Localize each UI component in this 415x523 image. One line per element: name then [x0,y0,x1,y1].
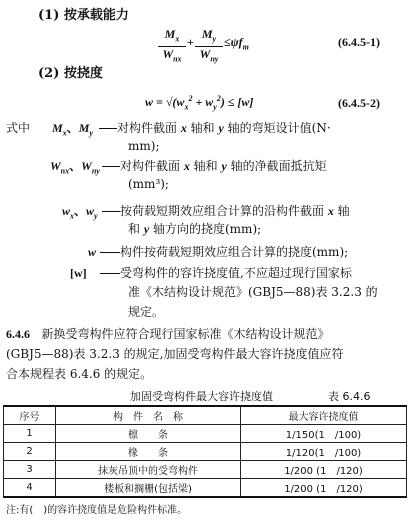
table-row [4,443,407,461]
table-cell-number: 4 [4,479,56,498]
equation-2-number: (6.4.5-2) [338,96,380,110]
section-heading-deflection: (2) 按挠度 [38,66,103,81]
table-cell-value: 1/150(1 /100) [241,425,407,443]
table-cell-number: 1 [4,425,56,443]
section-heading-capacity: (1) 按承载能力 [38,8,129,23]
table-cell-value: 1/120(1 /100) [241,443,407,461]
plus-sign: + [187,35,194,49]
table-label: 表 6.4.6 [328,390,371,403]
def-text-wnx-wny-cont: (mm³); [128,177,169,191]
table-cell-name: 椽 条 [56,443,241,461]
def-symbol-mx-my: $M_x$、$M_y$ [52,121,93,138]
table-cell-number: 3 [4,461,56,479]
table-cell-number: 2 [4,443,56,461]
def-text-wx-wy: 按荷载短期效应组合计算的沿构件截面 x 轴 [102,203,350,219]
clause-6-4-6-line3: 合本规程表 6.4.6 的规定。 [6,367,153,381]
equation-2: $w = √(w_x^2 + w_y^2) \le [w]$ [145,94,254,112]
def-text-allowable-w-cont1: 准《木结构设计规范》(GBJ5—88)表 3.2.3 的 [128,285,378,299]
def-text-wnx-wny: 对构件截面 x 轴和 y 轴的净截面抵抗矩 [102,158,327,174]
equation-1-rhs: $\le\psi f_m$ [224,35,249,52]
table-cell-name: 抹灰吊顶中的受弯构件 [56,461,241,479]
table-row [4,479,407,498]
def-text-w: 构件按荷载短期效应组合计算的挠度(mm); [100,244,348,260]
clause-6-4-6-line1: 6.4.6 新换受弯构件应符合现行国家标准《木结构设计规范》 [6,327,330,341]
defs-lead: 式中 [6,121,31,135]
table-header-value: 最大容许挠度值 [241,406,407,425]
def-text-allowable-w-cont2: 规定。 [128,305,165,319]
table-cell-value: 1/200 (1 /120) [241,461,407,479]
def-symbol-wx-wy: $w_x$、$w_y$ [62,204,98,221]
table-header-row [4,406,407,425]
def-text-mx-my-cont: mm); [128,139,160,153]
table-cell-value: 1/200 (1 /120) [241,479,407,498]
fraction-mx-wnx: $M_x$ $W_{nx}$ [158,28,186,66]
table-header-number: 序号 [4,406,56,425]
table-row [4,425,407,443]
def-text-wx-wy-cont: 和 y 轴方向的挠度(mm); [128,222,262,236]
allowable-deflection-table [3,405,407,498]
fraction-my-wny: $M_y$ $W_{ny}$ [195,28,223,66]
table-note: 注:有( )的容许挠度值是危险构件标准。 [6,505,188,516]
table-cell-name: 檩 条 [56,425,241,443]
def-symbol-wnx-wny: $W_{nx}$、$W_{ny}$ [50,159,100,176]
def-symbol-allowable-w: [w] [70,266,87,280]
table-cell-name: 楼板和搁栅(包括梁) [56,479,241,498]
table-caption: 加固受弯构件最大容许挠度值 [130,390,273,403]
def-text-allowable-w: 受弯构件的容许挠度值,不应超过现行国家标 [100,265,352,281]
def-symbol-w: w [88,245,97,259]
clause-6-4-6-line2: (GBJ5—88)表 3.2.3 的规定,加固受弯构件最大容许挠度值应符 [6,347,344,361]
def-text-mx-my: 对构件截面 x 轴和 y 轴的弯矩设计值(N· [99,120,331,136]
table-row [4,461,407,479]
table-header-name: 构 件 名 称 [56,406,241,425]
equation-1-number: (6.4.5-1) [338,35,380,49]
